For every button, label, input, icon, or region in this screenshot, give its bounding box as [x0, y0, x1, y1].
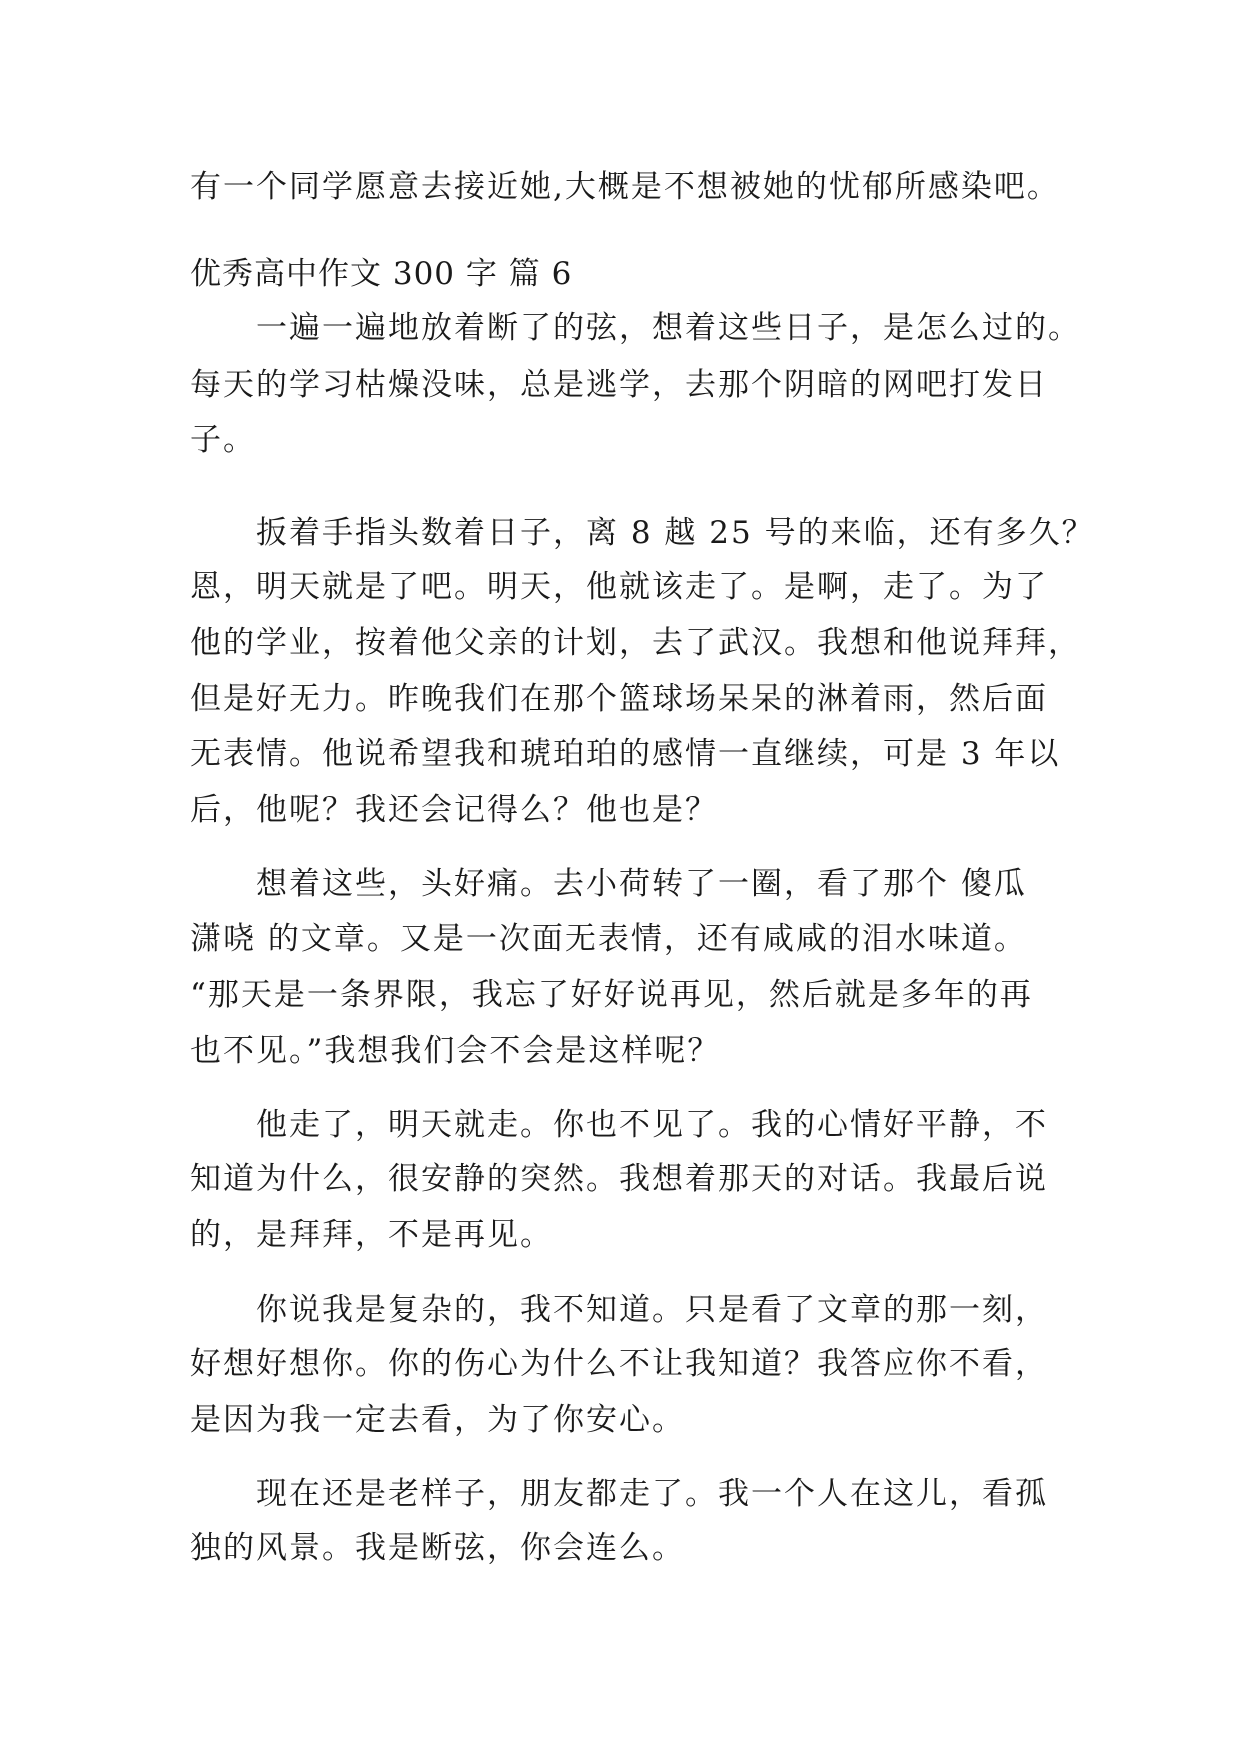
- text-line: 他走了，明天就走。你也不见了。我的心情好平静，不: [190, 1107, 1048, 1143]
- text-line: “那天是一条界限，我忘了好好说再见，然后就是多年的再: [190, 977, 1033, 1013]
- text-line: 也不见。”我想我们会不会是这样呢？: [190, 1033, 721, 1069]
- text-line: 想着这些，头好痛。去小荷转了一圈，看了那个 傻瓜: [190, 866, 1027, 902]
- text-line: 但是好无力。昨晚我们在那个篮球场呆呆的淋着雨，然后面: [190, 681, 1048, 717]
- text-line: 的，是拜拜，不是再见。: [190, 1217, 553, 1253]
- text-line: 他的学业，按着他父亲的计划，去了武汉。我想和他说拜拜，: [190, 625, 1081, 661]
- text-line: 每天的学习枯燥没味，总是逃学，去那个阴暗的网吧打发日: [190, 367, 1048, 403]
- text-line: 独的风景。我是断弦，你会连么。: [190, 1530, 685, 1566]
- section-title: 优秀高中作文 300 字 篇 6: [190, 256, 573, 292]
- text-line: 潇哓 的文章。又是一次面无表情，还有咸咸的泪水味道。: [190, 921, 1027, 957]
- text-line: 子。: [190, 422, 256, 458]
- text-line: 是因为我一定去看，为了你安心。: [190, 1402, 685, 1438]
- text-line: 后，他呢？我还会记得么？他也是？: [190, 792, 718, 828]
- text-line: 扳着手指头数着日子，离 8 越 25 号的来临，还有多久？: [190, 515, 1095, 551]
- text-line: 现在还是老样子，朋友都走了。我一个人在这儿，看孤: [190, 1476, 1048, 1512]
- text-line: 你说我是复杂的，我不知道。只是看了文章的那一刻，: [190, 1292, 1048, 1328]
- text-line: 恩，明天就是了吧。明天，他就该走了。是啊，走了。为了: [190, 569, 1048, 605]
- text-line: 知道为什么，很安静的突然。我想着那天的对话。我最后说: [190, 1161, 1048, 1197]
- text-line: 一遍一遍地放着断了的弦，想着这些日子，是怎么过的。: [190, 310, 1081, 346]
- text-line: 无表情。他说希望我和琥珀珀的感情一直继续，可是 3 年以: [190, 736, 1061, 772]
- top-fragment-text: 有一个同学愿意去接近她,大概是不想被她的忧郁所感染吧。: [190, 169, 1060, 205]
- text-line: 好想好想你。你的伤心为什么不让我知道？我答应你不看，: [190, 1346, 1048, 1382]
